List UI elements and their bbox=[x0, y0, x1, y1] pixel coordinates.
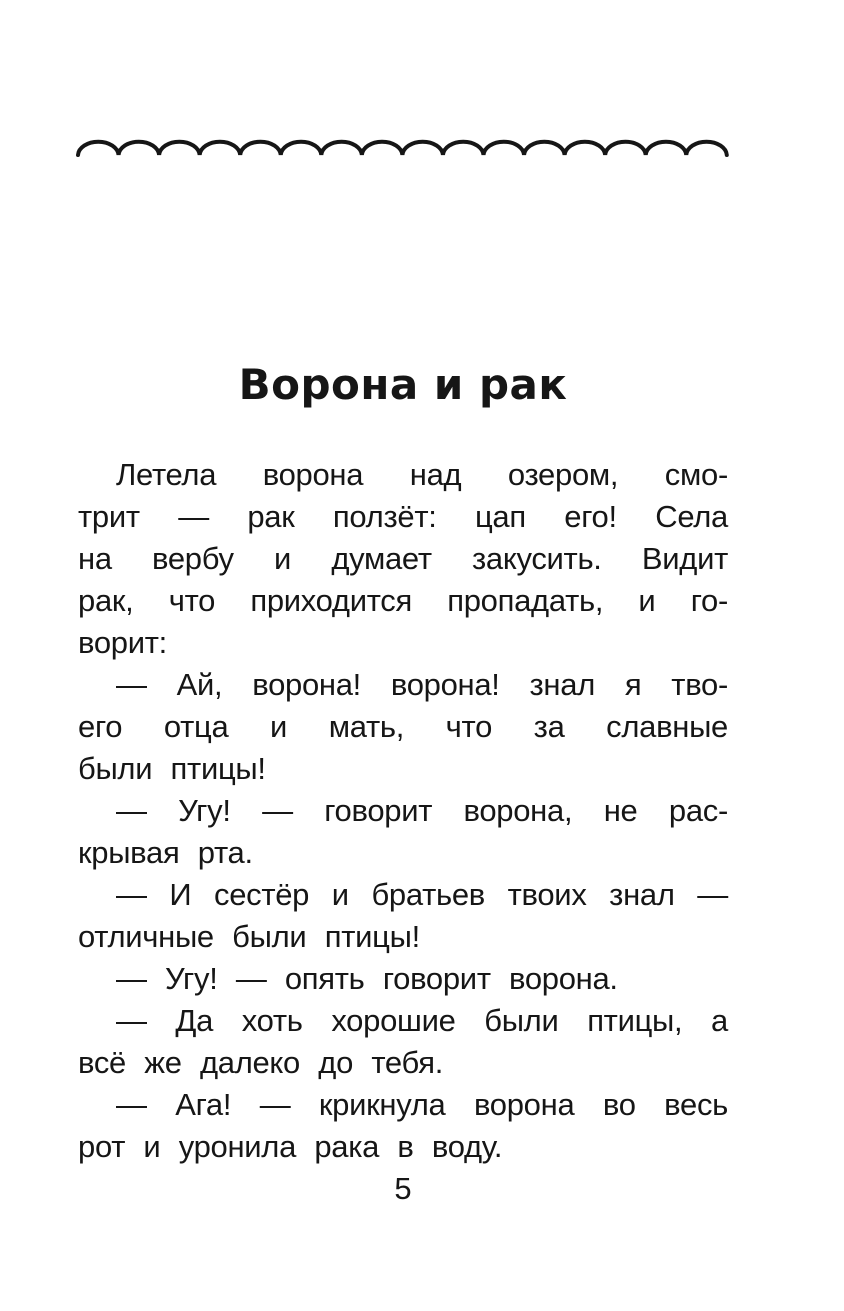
story-line: отличные были птицы! bbox=[78, 919, 420, 954]
story-line: — Да хоть хорошие были птицы, а bbox=[116, 1003, 728, 1038]
story-line: Летела ворона над озером, смо- bbox=[116, 457, 728, 492]
scallop-border-decoration bbox=[75, 123, 729, 159]
story-line: на вербу и думает закусить. Видит bbox=[78, 541, 728, 576]
story-line: — Ага! — крикнула ворона во весь bbox=[116, 1087, 728, 1122]
story-line: его отца и мать, что за славные bbox=[78, 709, 728, 744]
story-line: рот и уронила рака в воду. bbox=[78, 1129, 503, 1164]
story-line: всё же далеко до тебя. bbox=[78, 1045, 444, 1080]
story-line: — Угу! — говорит ворона, не рас- bbox=[116, 793, 728, 828]
story-line: — Ай, ворона! ворона! знал я тво- bbox=[116, 667, 728, 702]
story-line: рак, что приходится пропадать, и го- bbox=[78, 583, 728, 618]
story-title: Ворона и рак bbox=[238, 360, 568, 409]
story-line: крывая рта. bbox=[78, 835, 253, 870]
story-text bbox=[78, 454, 728, 1168]
story-line: трит — рак ползёт: цап его! Села bbox=[78, 499, 728, 534]
story-line: — И сестёр и братьев твоих знал — bbox=[116, 877, 728, 912]
story-line: — Угу! — опять говорит ворона. bbox=[116, 961, 618, 996]
story-line: были птицы! bbox=[78, 751, 266, 786]
story-line: ворит: bbox=[78, 625, 167, 660]
page-number: 5 bbox=[394, 1171, 412, 1206]
